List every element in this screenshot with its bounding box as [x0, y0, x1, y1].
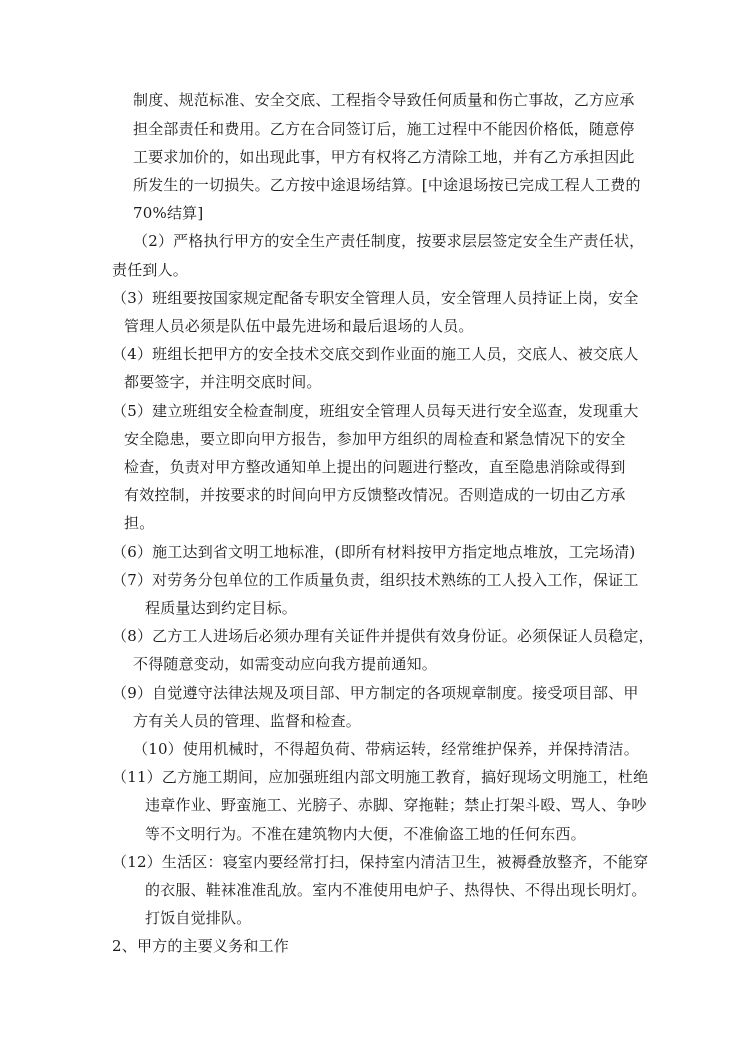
item-8-line: （8）乙方工人进场后必须办理有关证件并提供有效身份证。必须保证人员稳定， [112, 627, 654, 645]
item-10-line: （10）使用机械时，不得超负荷、带病运转，经常维护保养，并保持清洁。 [133, 740, 639, 758]
item-5-line: 安全隐患，要立即向甲方报告，参加甲方组织的周检查和紧急情况下的安全 [124, 430, 626, 448]
section-heading: 2、甲方的主要义务和工作 [112, 937, 289, 955]
item-5-line: 有效控制，并按要求的时间向甲方反馈整改情况。否则造成的一切由乙方承 [124, 486, 626, 504]
item-3-line: 管理人员必须是队伍中最先进场和最后退场的人员。 [124, 317, 474, 335]
item-2-line: （2）严格执行甲方的安全生产责任制度，按要求层层签定安全生产责任状， [133, 232, 645, 250]
item-11-line: （11）乙方施工期间，应加强班组内部文明施工教育，搞好现场文明施工，杜绝 [112, 768, 649, 786]
paragraph-line: 担全部责任和费用。乙方在合同签订后，施工过程中不能因价格低，随意停 [133, 120, 635, 138]
item-5-line: 担。 [124, 514, 155, 532]
item-8-line: 不得随意变动，如需变动应向我方提前通知。 [133, 655, 438, 673]
item-2-line: 责任到人。 [112, 261, 189, 279]
item-5-line: （5）建立班组安全检查制度，班组安全管理人员每天进行安全巡查，发现重大 [112, 402, 639, 420]
item-12-line: 打饭自觉排队。 [145, 909, 252, 927]
item-7-line: 程质量达到约定目标。 [145, 599, 298, 617]
item-12-line: （12）生活区：寝室内要经常打扫，保持室内清洁卫生，被褥叠放整齐，不能穿 [112, 853, 649, 871]
item-3-line: （3）班组要按国家规定配备专职安全管理人员，安全管理人员持证上岗，安全 [112, 289, 639, 307]
paragraph-line: 工要求加价的，如出现此事，甲方有权将乙方清除工地，并有乙方承担因此 [133, 148, 635, 166]
item-6-line: （6）施工达到省文明工地标准，(即所有材料按甲方指定地点堆放，工完场清) [112, 543, 636, 561]
item-7-line: （7）对劳务分包单位的工作质量负责，组织技术熟练的工人投入工作，保证工 [112, 571, 639, 589]
item-12-line: 的衣服、鞋袜准准乱放。室内不准使用电炉子、热得快、不得出现长明灯。 [145, 881, 647, 899]
item-11-line: 违章作业、野蛮施工、光膀子、赤脚、穿拖鞋；禁止打架斗殴、骂人、争吵 [145, 796, 647, 814]
item-5-line: 检查，负责对甲方整改通知单上提出的问题进行整改，直至隐患消除或得到 [124, 458, 626, 476]
paragraph-line: 制度、规范标准、安全交底、工程指令导致任何质量和伤亡事故，乙方应承 [133, 91, 635, 109]
paragraph-line: 70%结算] [133, 204, 204, 222]
item-11-line: 等不文明行为。不准在建筑物内大便，不准偷盗工地的任何东西。 [145, 825, 586, 843]
item-4-line: 都要签字，并注明交底时间。 [124, 373, 322, 391]
item-9-line: （9）自觉遵守法律法规及项目部、甲方制定的各项规章制度。接受项目部、甲 [112, 684, 639, 702]
item-9-line: 方有关人员的管理、监督和检查。 [133, 712, 362, 730]
paragraph-line: 所发生的一切损失。乙方按中途退场结算。[中途退场按已完成工程人工费的 [133, 176, 641, 194]
item-4-line: （4）班组长把甲方的安全技术交底交到作业面的施工人员，交底人、被交底人 [112, 345, 639, 363]
